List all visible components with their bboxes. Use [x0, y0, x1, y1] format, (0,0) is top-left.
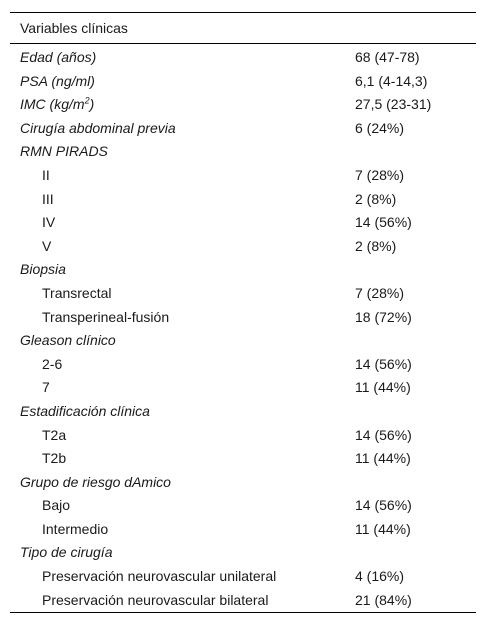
- row-label: Intermedio: [42, 520, 109, 537]
- row-label: Cirugía abdominal previa: [20, 119, 176, 136]
- table-row: [10, 306, 476, 330]
- row-label: T2a: [42, 426, 67, 443]
- row-label-text-end: ): [89, 96, 95, 113]
- table-row: [10, 46, 476, 70]
- section-row: [10, 140, 476, 164]
- section-row: [10, 329, 476, 353]
- section-label: Tipo de cirugía: [20, 544, 113, 561]
- section-row: [10, 471, 476, 495]
- row-value: 11 (44%): [355, 379, 411, 396]
- row-value: 2 (8%): [355, 190, 397, 207]
- table-row: [10, 282, 476, 306]
- row-value: 27,5 (23-31): [355, 96, 432, 113]
- row-label: Transrectal: [42, 284, 112, 301]
- row-value: 18 (72%): [355, 308, 412, 325]
- section-label: Biopsia: [20, 261, 66, 278]
- row-value: 2 (8%): [355, 237, 397, 254]
- row-label: Transperineal-fusión: [42, 308, 170, 325]
- row-label: Preservación neurovascular bilateral: [42, 591, 269, 608]
- table-row: [10, 518, 476, 542]
- row-label: III: [42, 190, 54, 207]
- section-label: Gleason clínico: [20, 332, 116, 349]
- row-label: V: [42, 237, 52, 254]
- section-row: [10, 258, 476, 282]
- row-label: T2b: [42, 450, 67, 467]
- row-value: 7 (28%): [355, 284, 405, 301]
- row-label: II: [42, 166, 50, 183]
- row-value: 21 (84%): [355, 591, 412, 608]
- row-value: 14 (56%): [355, 497, 412, 514]
- row-value: 4 (16%): [355, 568, 405, 585]
- table-row: [10, 424, 476, 448]
- row-value: 14 (56%): [355, 355, 412, 372]
- row-value: 11 (44%): [355, 520, 411, 537]
- row-label: Bajo: [42, 497, 71, 514]
- table-row: [10, 353, 476, 377]
- section-label: RMN PIRADS: [20, 143, 108, 160]
- table-row: [10, 565, 476, 589]
- row-label: IV: [42, 214, 56, 231]
- table-body: [10, 44, 476, 613]
- table-row: [10, 376, 476, 400]
- table-row: [10, 93, 476, 117]
- row-label: [20, 93, 94, 117]
- row-value: 14 (56%): [355, 214, 412, 231]
- row-value: 7 (28%): [355, 166, 405, 183]
- row-label: Preservación neurovascular unilateral: [42, 568, 277, 585]
- row-value: 11 (44%): [355, 450, 411, 467]
- row-value: 14 (56%): [355, 426, 412, 443]
- row-label: Edad (años): [20, 49, 97, 65]
- row-value: 6 (24%): [355, 119, 405, 136]
- table-row: [10, 70, 476, 94]
- table-row: [10, 447, 476, 471]
- section-label: Estadificación clínica: [20, 402, 150, 419]
- row-value: 68 (47-78): [355, 49, 420, 65]
- row-label-text: IMC (kg/m: [20, 96, 85, 113]
- row-label: PSA (ng/ml): [20, 72, 95, 89]
- table-row: [10, 117, 476, 141]
- section-row: [10, 400, 476, 424]
- row-value: 6,1 (4-14,3): [355, 72, 428, 89]
- table-row: [10, 211, 476, 235]
- clinical-variables-table: [10, 12, 476, 613]
- table-row: [10, 589, 476, 613]
- table-row: [10, 188, 476, 212]
- row-label: 2-6: [42, 355, 63, 372]
- superscript: 2: [84, 95, 90, 106]
- section-label: Grupo de riesgo dAmico: [20, 473, 171, 490]
- section-row: [10, 541, 476, 565]
- table-row: [10, 494, 476, 518]
- table-row: [10, 164, 476, 188]
- row-label: 7: [42, 379, 50, 396]
- table-header: Variables clínicas: [10, 12, 476, 44]
- table-row: [10, 235, 476, 259]
